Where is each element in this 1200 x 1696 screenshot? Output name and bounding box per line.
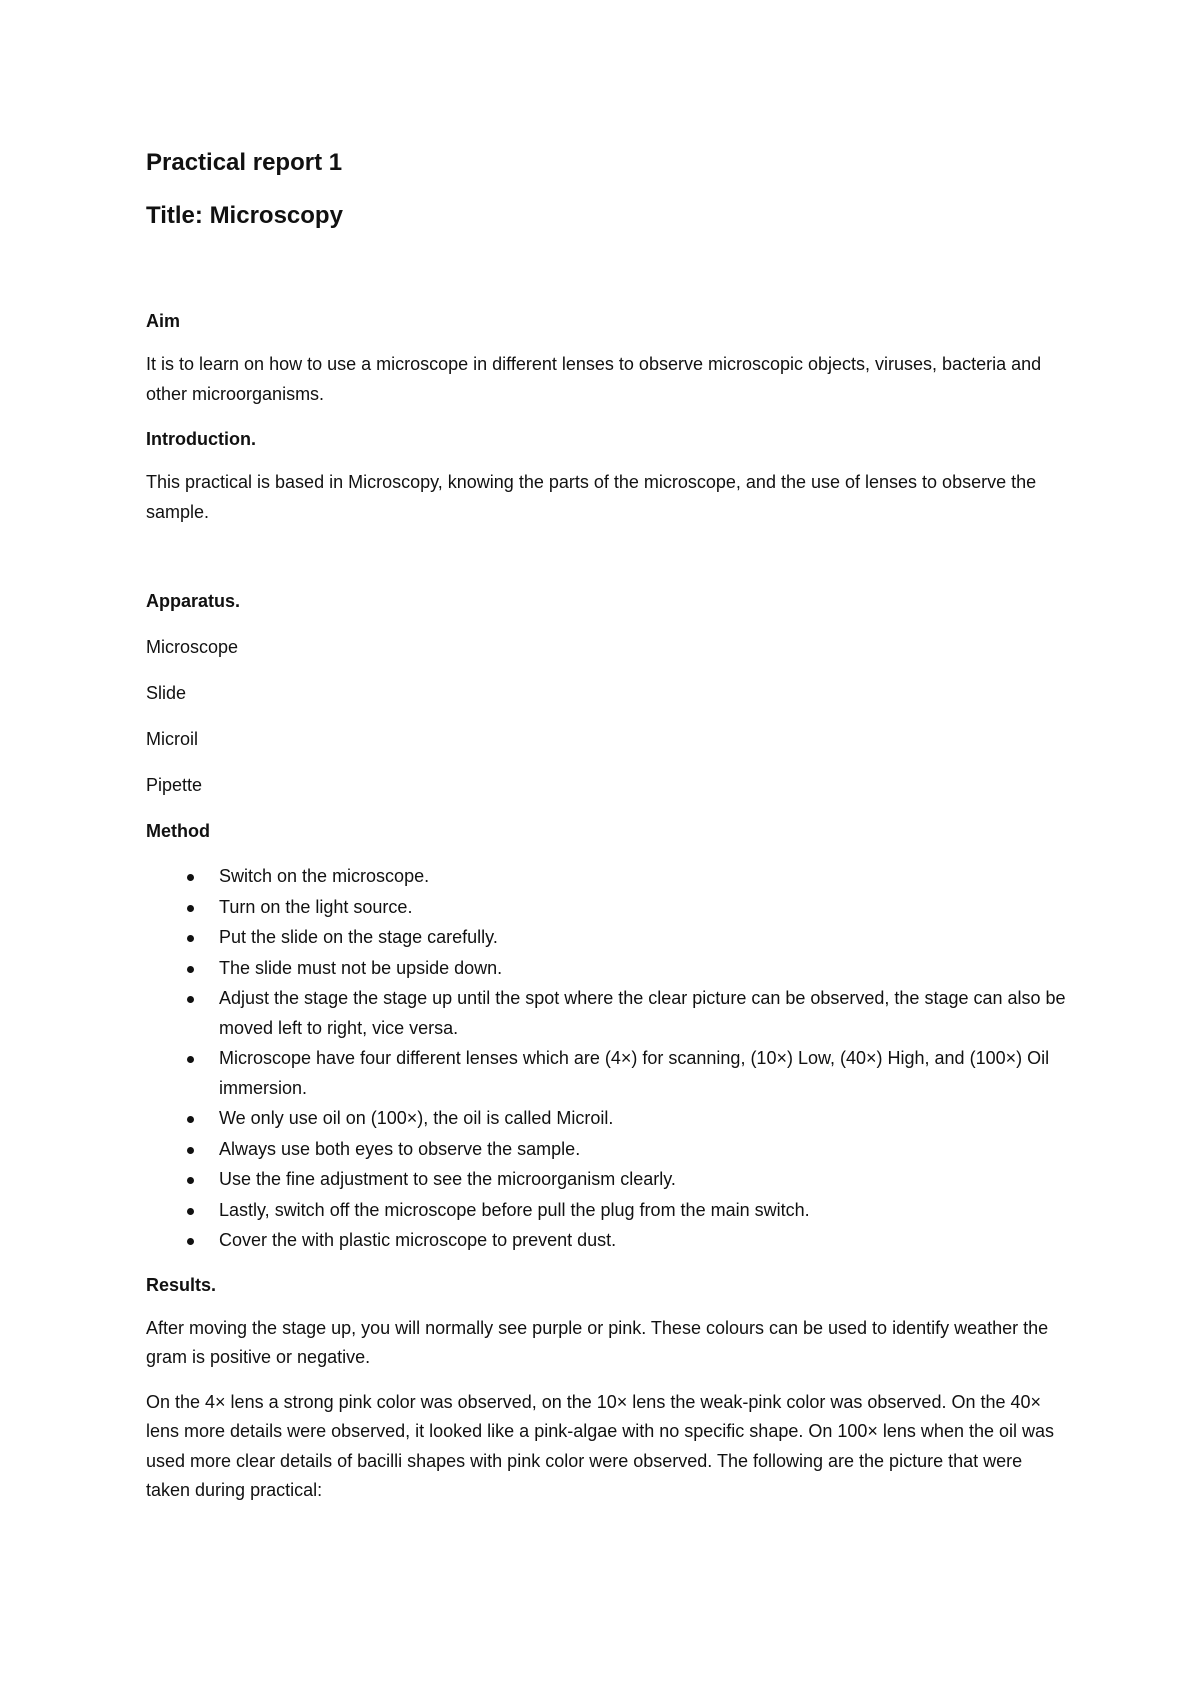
method-step <box>146 1044 1066 1103</box>
method-step-text: Cover the with plastic microscope to prevent dust. <box>219 1230 617 1250</box>
apparatus-heading: Apparatus. <box>146 591 241 611</box>
apparatus-item: Microil <box>146 729 198 749</box>
results-paragraph: After moving the stage up, you will normally see purple or pink. These colours can be used to identify weather the gram is positive or negative. <box>146 1317 1049 1367</box>
method-step <box>146 1165 1066 1195</box>
method-step-text: Microscope have four different lenses which are (4×) for scanning, (10×) Low, (40×) High, and (100×) Oil immersion. <box>219 1048 1050 1098</box>
aim-text: It is to learn on how to use a microscope in different lenses to observe microscopic objects, viruses, bacteria and other microorganisms. <box>146 354 1042 404</box>
bullet-icon <box>187 996 194 1003</box>
apparatus-item: Slide <box>146 683 187 703</box>
method-step <box>146 1135 1066 1165</box>
method-step <box>146 954 1066 984</box>
results-section <box>146 1271 1066 1506</box>
method-step-text: Use the fine adjustment to see the microorganism clearly. <box>219 1169 676 1189</box>
report-subtitle: Title: Microscopy <box>146 202 343 229</box>
aim-heading: Aim <box>146 311 181 331</box>
method-step <box>146 893 1066 923</box>
bullet-icon <box>187 1116 194 1123</box>
results-heading: Results. <box>146 1274 217 1295</box>
bullet-icon <box>187 1056 194 1063</box>
introduction-heading: Introduction. <box>146 429 256 449</box>
bullet-icon <box>187 966 194 973</box>
method-step <box>146 923 1066 953</box>
method-step-text: Switch on the microscope. <box>219 866 430 886</box>
bullet-icon <box>187 1177 194 1184</box>
method-step <box>146 984 1066 1043</box>
method-step-text: Turn on the light source. <box>219 896 413 917</box>
apparatus-item: Pipette <box>146 775 203 795</box>
method-steps-list <box>146 862 1066 1256</box>
document-body <box>146 146 1066 1506</box>
method-step-text: Put the slide on the stage carefully. <box>219 927 498 947</box>
apparatus-section <box>146 587 1066 799</box>
method-step <box>146 1104 1066 1134</box>
method-step <box>146 1196 1066 1226</box>
method-step-text: We only use oil on (100×), the oil is called Microil. <box>219 1108 614 1128</box>
method-step-text: The slide must not be upside down. <box>219 957 503 978</box>
method-step-text: Adjust the stage the stage up until the spot where the clear picture can be observed, the stage can also be moved left to right, vice versa. <box>219 988 1066 1038</box>
bullet-icon <box>187 905 194 912</box>
bullet-icon <box>187 1147 194 1154</box>
method-section <box>146 817 1066 1256</box>
aim-section <box>146 307 1066 409</box>
results-paragraph: On the 4× lens a strong pink color was observed, on the 10× lens the weak-pink color was observed. On the 40× lens more details were observed, it looked like a pink-algae with no specific shape. On 100× lens when the oil was used more clear details of bacilli shapes with pink color were observed. The following are the picture that were taken during practical: <box>146 1391 1055 1500</box>
method-step-text: Lastly, switch off the microscope before pull the plug from the main switch. <box>219 1199 810 1220</box>
method-heading: Method <box>146 821 210 841</box>
bullet-icon <box>187 1238 194 1245</box>
introduction-text: This practical is based in Microscopy, knowing the parts of the microscope, and the use of lenses to observe the sample. <box>146 472 1037 522</box>
report-title: Practical report 1 <box>146 149 343 176</box>
method-step <box>146 1226 1066 1256</box>
bullet-icon <box>187 1208 194 1215</box>
apparatus-item: Microscope <box>146 637 239 657</box>
bullet-icon <box>187 935 194 942</box>
method-step-text: Always use both eyes to observe the sample. <box>219 1138 581 1159</box>
bullet-icon <box>187 874 194 881</box>
introduction-section <box>146 425 1066 527</box>
method-step <box>146 862 1066 892</box>
